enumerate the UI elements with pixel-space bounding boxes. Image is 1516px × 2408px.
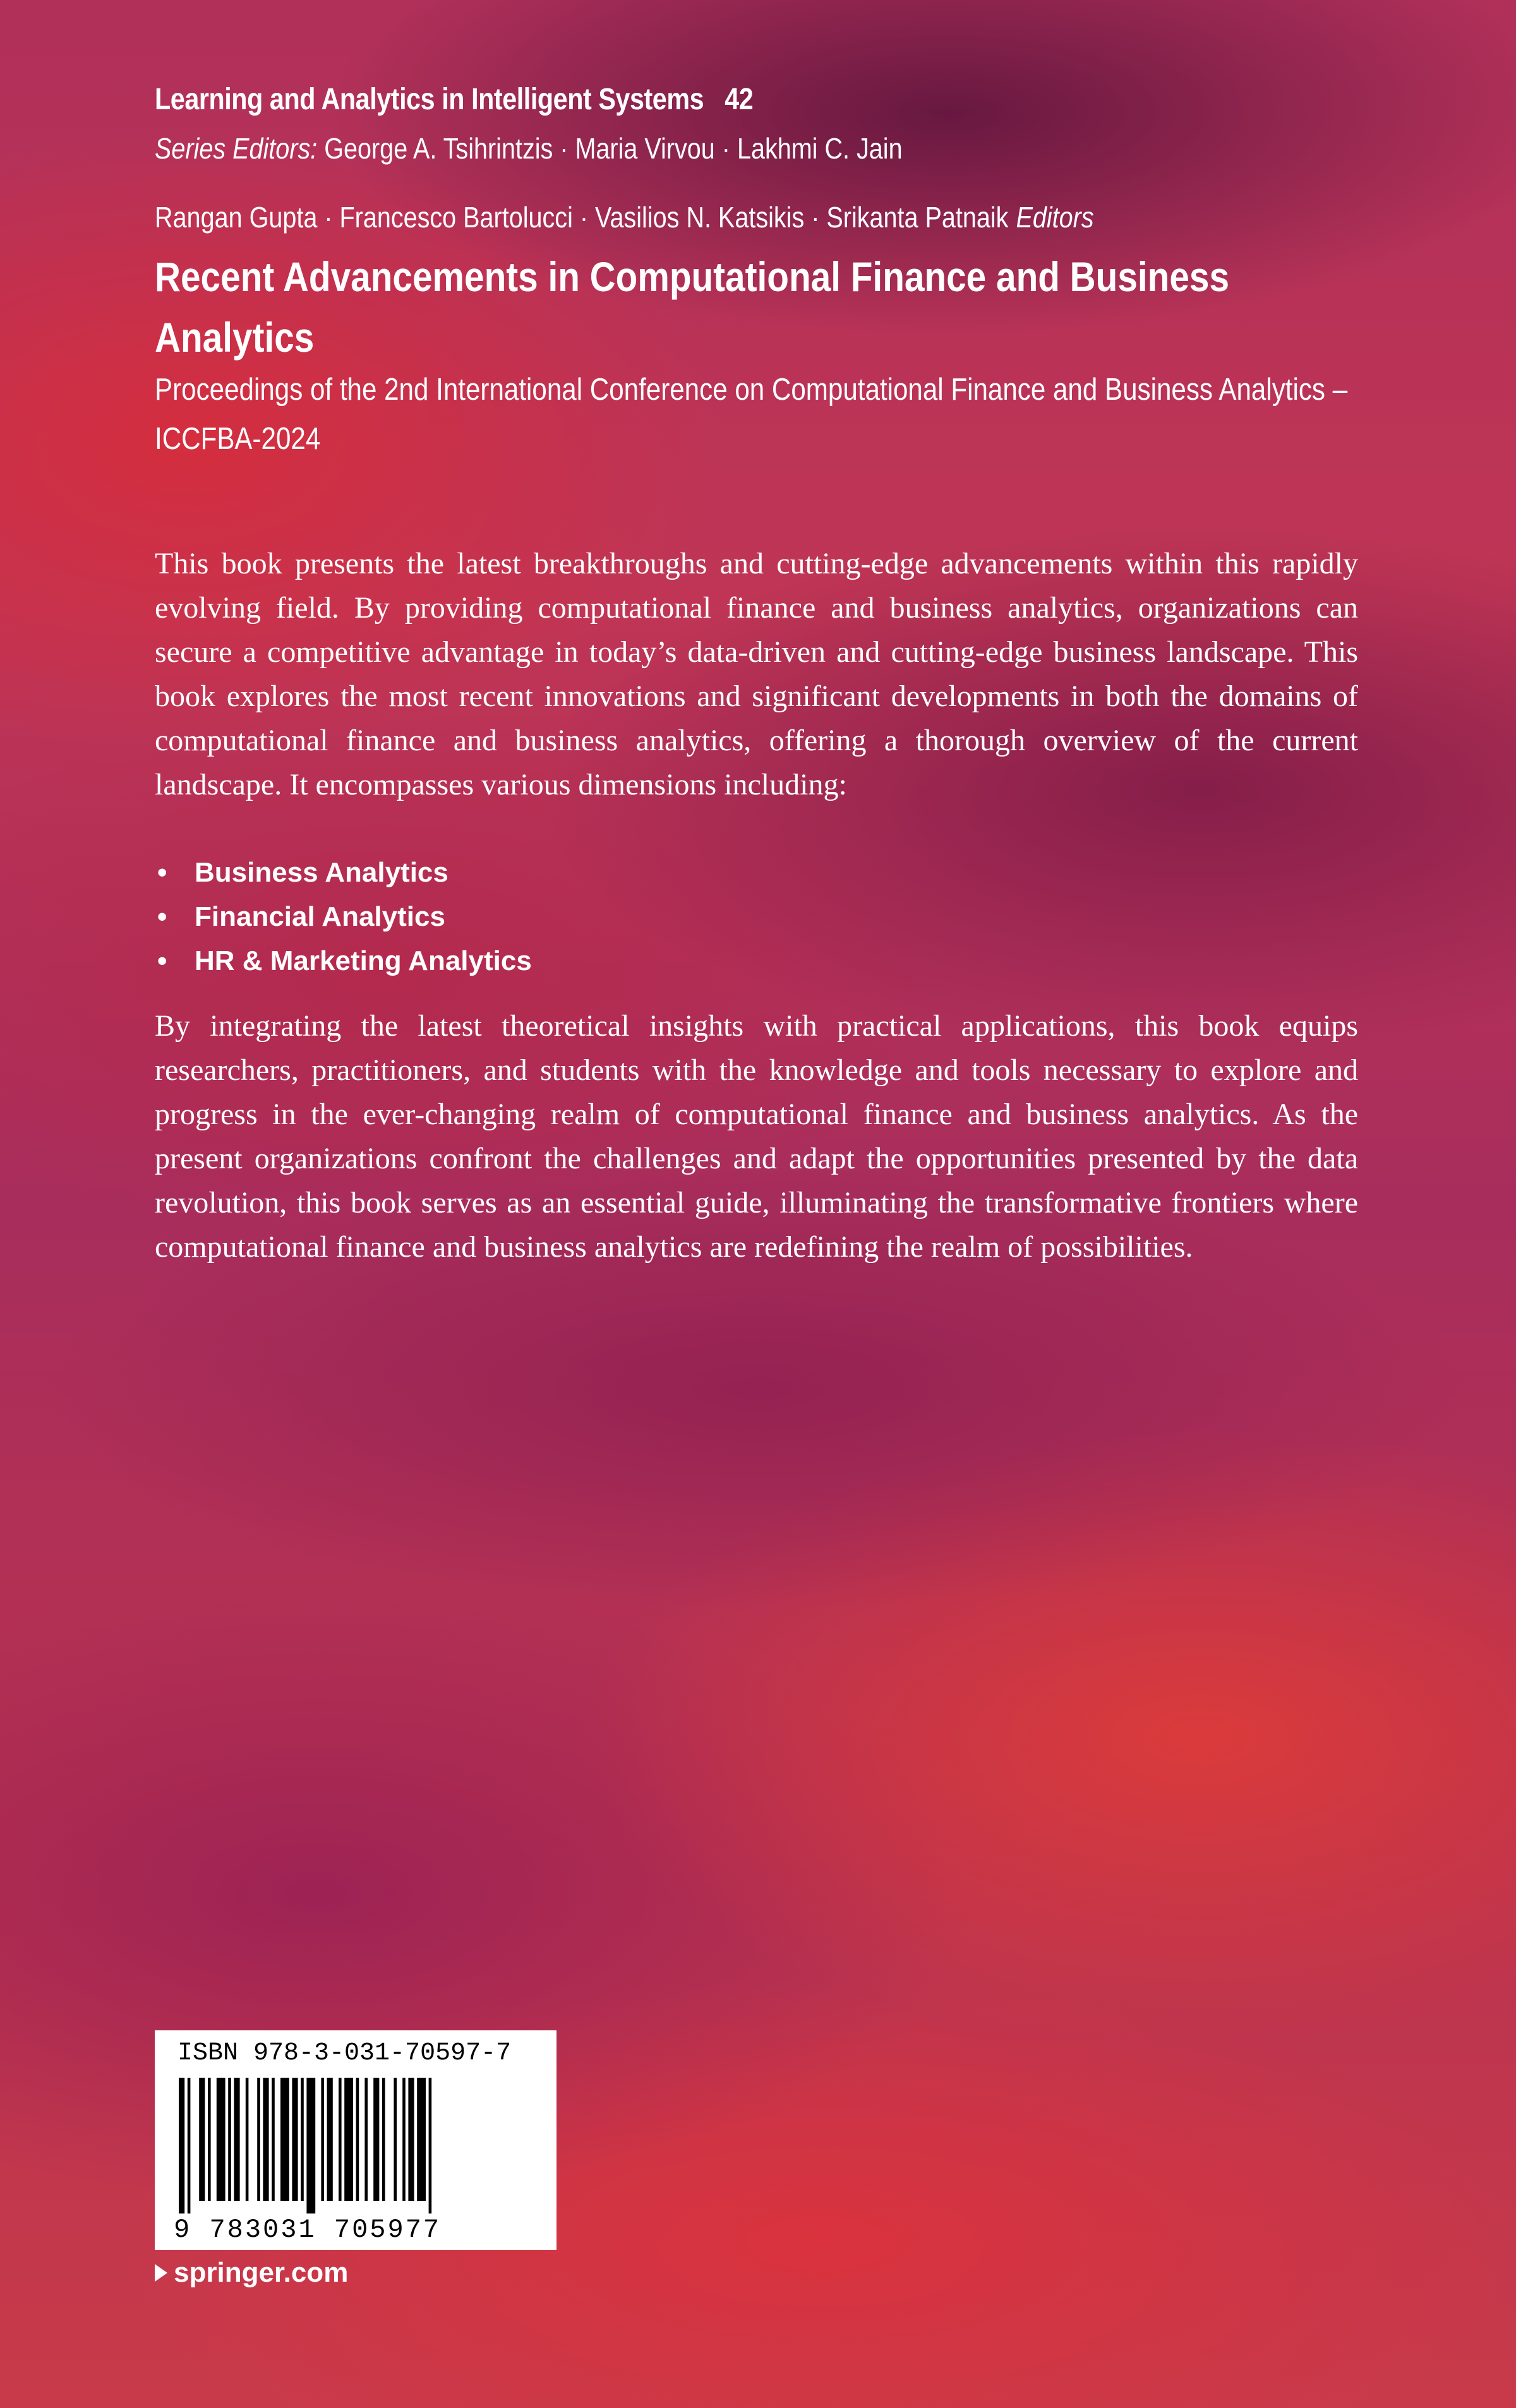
barcode-bar (217, 2078, 226, 2201)
isbn-text: ISBN 978-3-031-70597-7 (177, 2039, 512, 2068)
barcode-bar (364, 2078, 368, 2201)
barcode-bars (174, 2078, 540, 2217)
dimensions-list (155, 851, 532, 983)
barcode-bar (429, 2078, 432, 2213)
barcode-bar (321, 2078, 324, 2201)
series-editors: George A. Tsihrintzis · Maria Virvou · Lakhmi C. Jain (324, 132, 903, 165)
list-item (155, 895, 532, 939)
barcode-bar (208, 2078, 211, 2201)
barcode-bar (306, 2078, 315, 2213)
arrow-right-icon (155, 2264, 167, 2282)
series-editors-label: Series Editors: (155, 132, 318, 165)
barcode-bar (246, 2078, 249, 2201)
publisher-url: springer.com (174, 2257, 349, 2288)
barcode-bar (382, 2078, 385, 2201)
barcode-bar (179, 2078, 184, 2213)
barcode-bar (199, 2078, 205, 2201)
barcode-bar (356, 2078, 359, 2201)
barcode-bar (228, 2078, 231, 2201)
bullet-icon: • (157, 945, 167, 976)
barcode-bar (263, 2078, 268, 2201)
book-editors-role: Editors (1016, 201, 1094, 234)
barcode-bar (257, 2078, 260, 2201)
barcode-digits-group-2: 705977 (334, 2215, 442, 2245)
barcode-bar (344, 2078, 353, 2201)
series-volume: 42 (725, 83, 754, 116)
list-item (155, 851, 532, 895)
book-title: Recent Advancements in Computational Finance and Business Analytics (155, 253, 1230, 361)
barcode-bar (417, 2078, 426, 2201)
list-item-label: Financial Analytics (195, 901, 445, 932)
barcode-bar (327, 2078, 333, 2201)
barcode-digits (174, 2215, 540, 2245)
list-item-label: HR & Marketing Analytics (195, 945, 532, 976)
book-editors-line (155, 200, 1094, 234)
publisher-link[interactable] (155, 2257, 348, 2289)
bullet-icon: • (157, 857, 167, 888)
barcode-bar (272, 2078, 275, 2201)
list-item (155, 939, 532, 983)
book-subtitle: Proceedings of the 2nd International Conference on Computational Finance and Business Analytics – ICCFBA-2024 (155, 373, 1348, 456)
barcode-digit-first: 9 (174, 2215, 192, 2245)
series-title-line (155, 82, 753, 117)
barcode-bar (188, 2078, 191, 2213)
series-editors-line (155, 131, 903, 165)
barcode-bar (292, 2078, 298, 2201)
barcode-bar (408, 2078, 414, 2201)
barcode-bar (373, 2078, 379, 2201)
barcode-bar (301, 2078, 304, 2201)
barcode-digits-group-1: 783031 (209, 2215, 316, 2245)
barcode-bar (339, 2078, 342, 2201)
series-title: Learning and Analytics in Intelligent Systems (155, 83, 704, 116)
isbn-barcode (155, 2030, 556, 2250)
barcode-bar (280, 2078, 289, 2201)
barcode-bar (402, 2078, 406, 2201)
barcode-bar (234, 2078, 239, 2201)
book-editors: Rangan Gupta · Francesco Bartolucci · Vasilios N. Katsikis · Srikanta Patnaik (155, 201, 1009, 234)
bullet-icon: • (157, 901, 167, 932)
list-item-label: Business Analytics (195, 857, 448, 888)
description-paragraph-1: This book presents the latest breakthroughs and cutting-edge advancements within this rapidly evolving field. By providing computational finance and business analytics, organizations can secure a competitive advantage in today’s data-driven and cutting-edge business landscape. This book explores the most recent innovations and significant developments in both the domains of computational finance and business analytics, offering a thorough overview of the current landscape. It encompasses various dimensions including: (155, 547, 1358, 801)
description-paragraph-2: By integrating the latest theoretical insights with practical applications, this book equips researchers, practitioners, and students with the knowledge and tools necessary to explore and progress in the ever-changing realm of computational finance and business analytics. As the present organizations confront the challenges and adapt the opportunities presented by the data revolution, this book serves as an essential guide, illuminating the transformative frontiers where computational finance and business analytics are redefining the realm of possibilities. (155, 1009, 1358, 1264)
barcode-bar (394, 2078, 397, 2201)
